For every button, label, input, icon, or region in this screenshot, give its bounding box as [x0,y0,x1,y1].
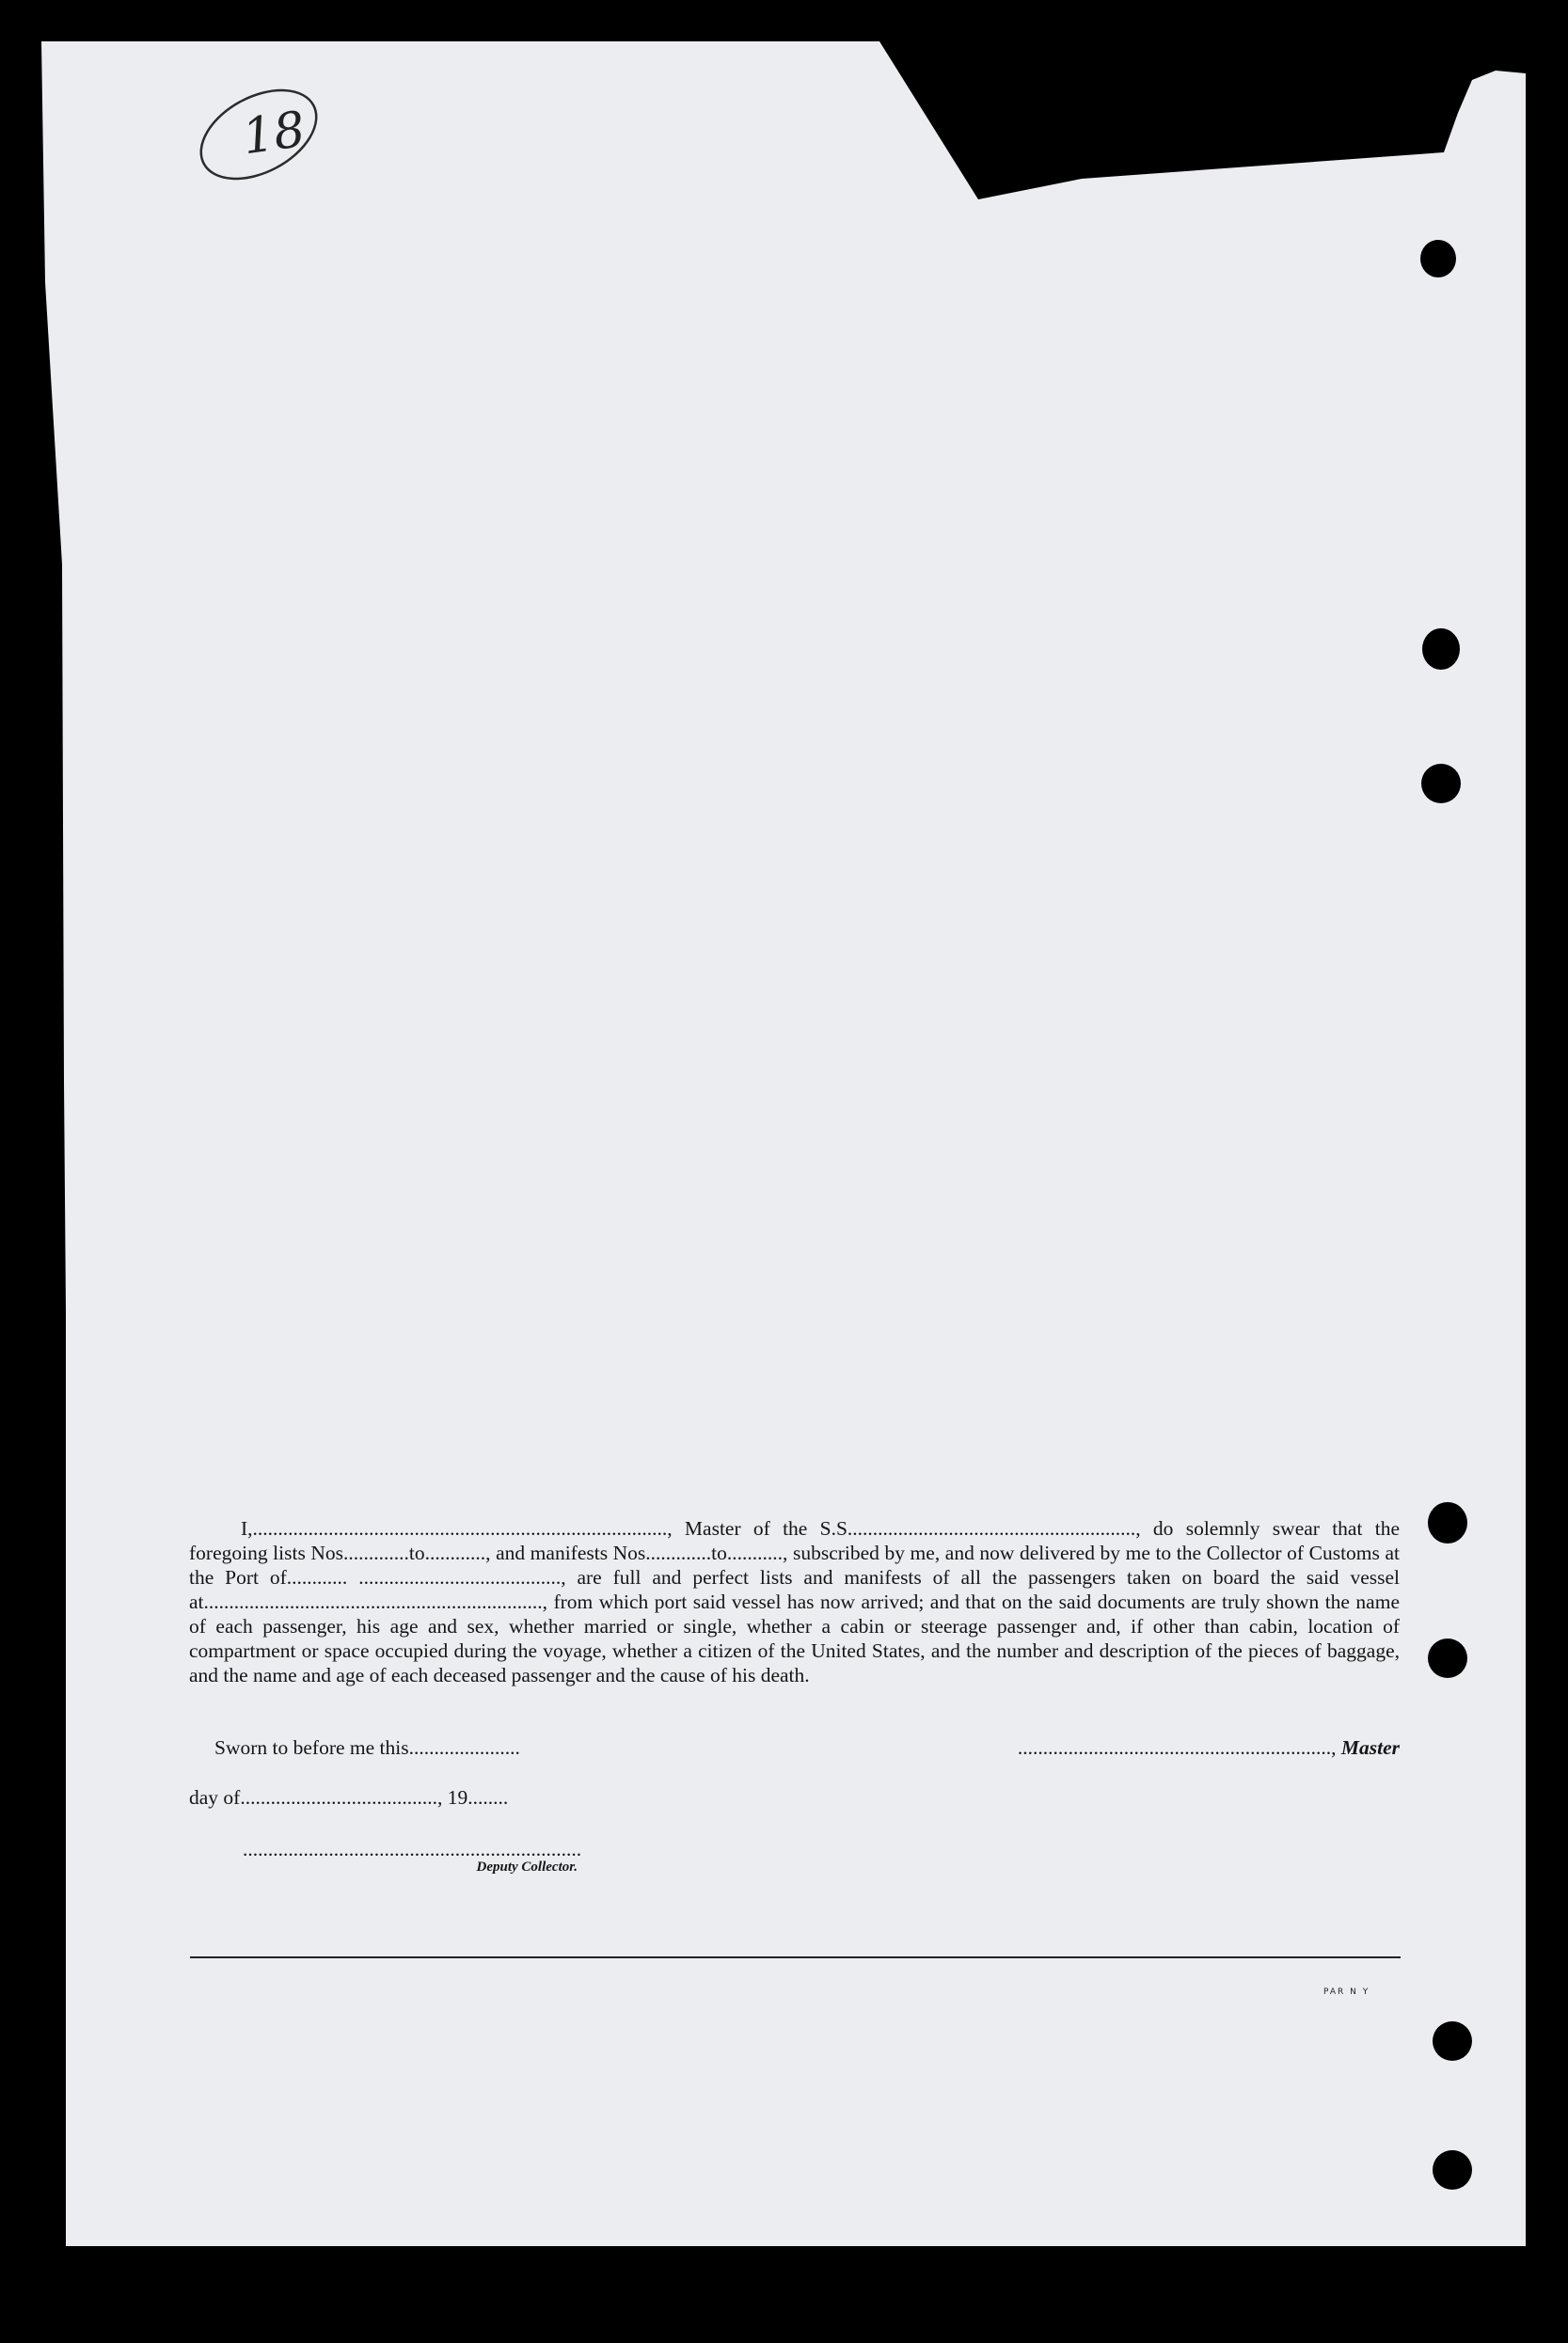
punch-hole [1422,628,1460,670]
sworn-line: Sworn to before me this...................... [214,1736,520,1759]
deputy-collector-label: Deputy Collector. [476,1860,578,1875]
punch-hole [1433,2021,1472,2061]
printer-mark: PAR N Y [1323,1987,1370,1997]
punch-hole [1420,240,1456,277]
oath-text: I,.................................................................................., Master of the S.S........................................................., do solemnly swear that the foregoing lists Nos.............to............, and manifests Nos.............to..........., subscribed by me, and now delivered by me to the Collector of Customs at the Port of............ ........................................, are full and perfect lists and manifests of all the passengers taken on board the said vessel at..................................................................., from which port said vessel has now arrived; and that on the said documents are truly shown the name of each passenger, his age and sex, whether married or single, whether a cabin or steerage passenger and, if other than cabin, location of compartment or space occupied during the voyage, whether a citizen of the United States, and the number and description of the pieces of baggage, and the name and age of each deceased passenger and the cause of his death. [189,1517,1400,1686]
oath-paragraph [189,1516,1400,1687]
punch-hole [1428,1639,1467,1678]
master-label: Master [1340,1736,1400,1759]
punch-hole [1433,2150,1472,2190]
page-number: 18 [239,101,309,166]
master-signature-dots: .............................................................., [1017,1736,1337,1759]
punch-hole [1428,1502,1467,1544]
master-signature-line [909,1736,1400,1760]
horizontal-rule [190,1956,1401,1958]
deputy-signature-dots: ................................................................... [243,1838,582,1860]
punch-hole [1421,764,1461,803]
paper-sheet [41,41,1526,2246]
day-line: day of......................................., 19........ [189,1786,509,1809]
